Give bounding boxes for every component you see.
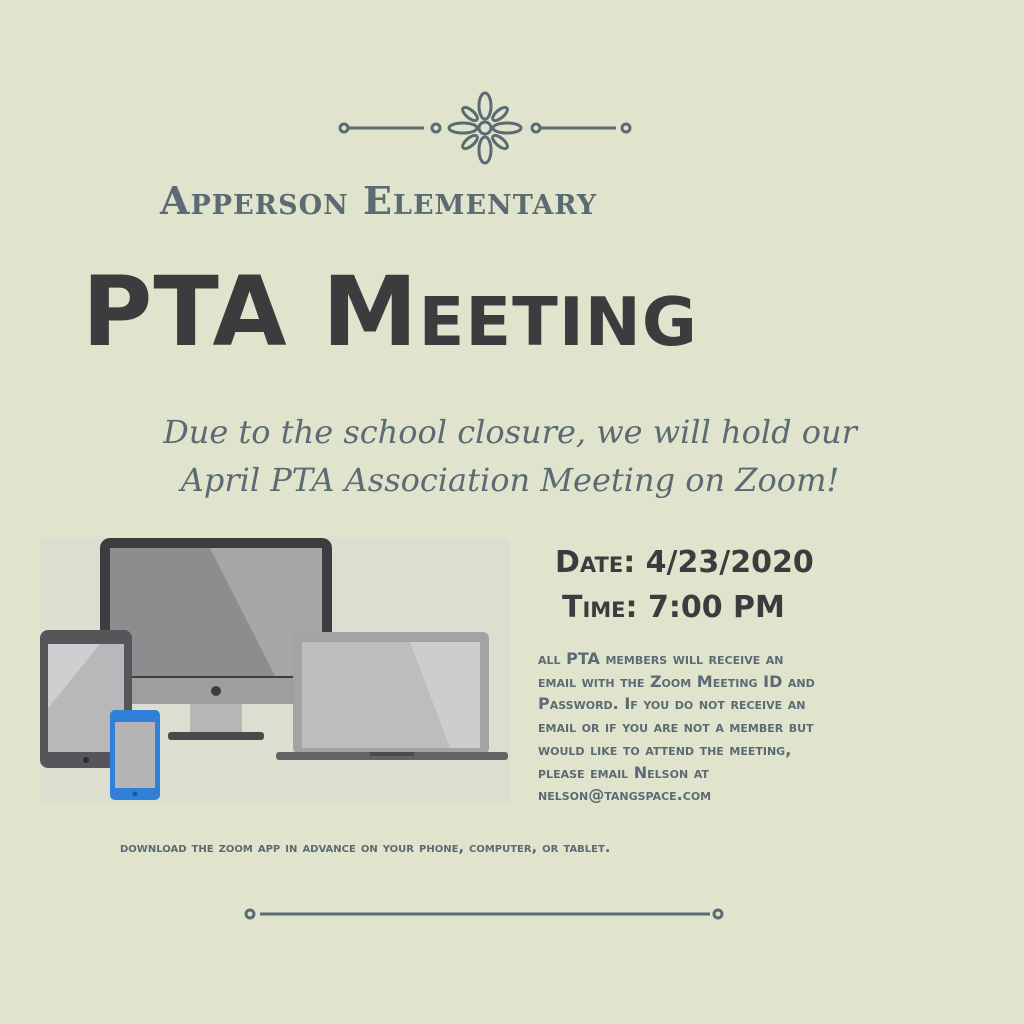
details-line: Password. If you do not receive an: [538, 694, 806, 714]
page-title: PTA Meeting: [82, 256, 698, 368]
meeting-date: [555, 545, 814, 580]
flourish-divider-icon: [330, 88, 640, 172]
phone-icon: [110, 710, 160, 800]
date-label: Date:: [555, 545, 636, 580]
intro-message: [100, 408, 920, 504]
time-value: 7:00 PM: [647, 590, 785, 625]
intro-line-1: Due to the school closure, we will hold our: [163, 413, 857, 451]
laptop-icon: [276, 632, 508, 760]
time-label: Time:: [562, 590, 638, 625]
intro-line-2: April PTA Association Meeting on Zoom!: [180, 461, 840, 499]
details-line: please email Nelson at: [538, 762, 709, 782]
date-value: 4/23/2020: [645, 545, 814, 580]
line-divider-icon: [240, 904, 730, 924]
details-line: email with the Zoom Meeting ID and: [538, 671, 815, 691]
details-line: all PTA members will receive an: [538, 649, 784, 668]
details-line: email or if you are not a member but: [538, 717, 814, 737]
meeting-details: [538, 648, 988, 807]
school-name: Apperson Elementary: [160, 178, 598, 223]
details-line: would like to attend the meeting,: [538, 739, 792, 759]
devices-illustration-icon: [40, 538, 510, 803]
download-note: download the zoom app in advance on your phone, computer, or tablet.: [120, 840, 611, 856]
meeting-time: [562, 590, 785, 625]
contact-email: nelson@tangspace.com: [538, 785, 712, 805]
